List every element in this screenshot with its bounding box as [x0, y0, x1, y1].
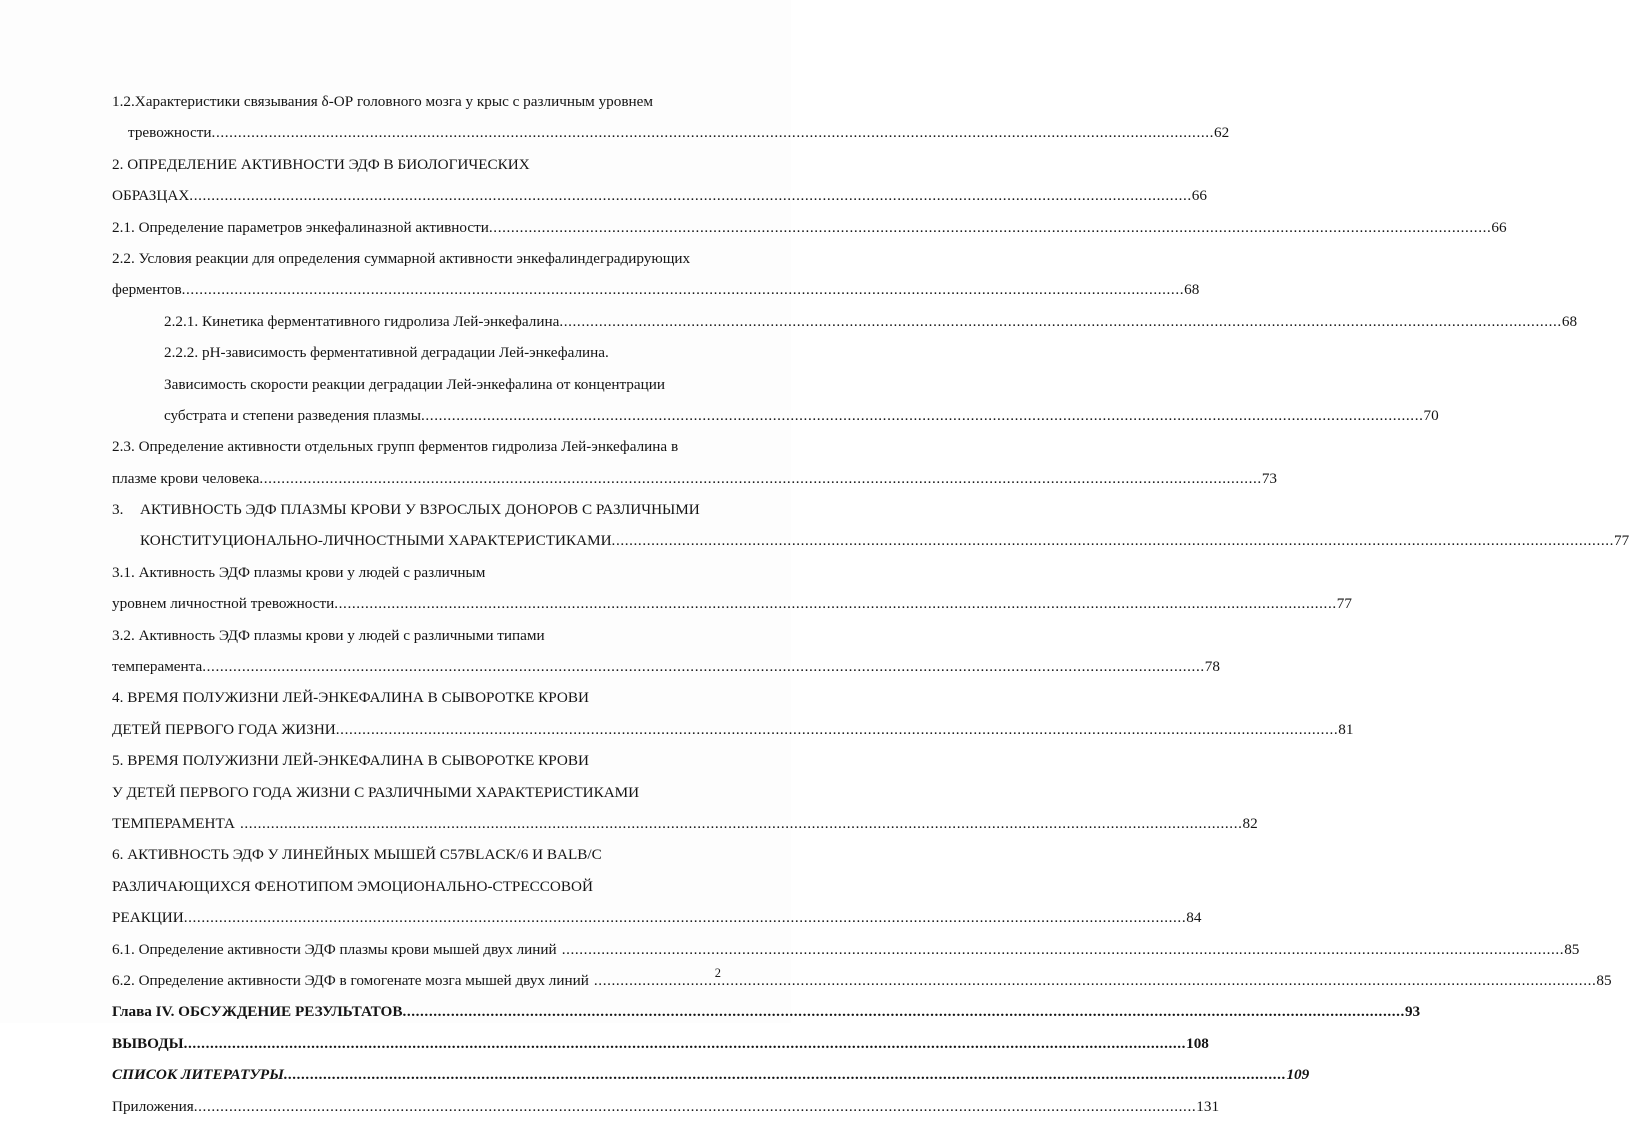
toc-entry[interactable] [112, 620, 724, 651]
toc-entry[interactable] [112, 588, 1352, 619]
toc-entry-page-number: 82 [1242, 814, 1258, 832]
dot-leader [284, 1059, 1287, 1074]
toc-entry[interactable] [112, 996, 1421, 1027]
toc-entry-label: 5. ВРЕМЯ ПОЛУЖИЗНИ ЛЕЙ-ЭНКЕФАЛИНА В СЫВОРОТКЕ КРОВИ [112, 752, 589, 770]
toc-entry[interactable] [112, 463, 1277, 494]
toc-entry-label: 6. АКТИВНОСТЬ ЭДФ У ЛИНЕЙНЫХ МЫШЕЙ C57BLACK/6 И BALB/C [112, 846, 602, 864]
dot-leader [240, 808, 1243, 823]
dot-leader [194, 1091, 1197, 1106]
toc-entry-label: 3.2. Активность ЭДФ плазмы крови у людей с различными типами [112, 626, 545, 644]
toc-entry-page-number: 81 [1338, 720, 1354, 738]
toc-entry[interactable] [112, 902, 1202, 933]
page-number-footer: 2 [714, 966, 721, 980]
toc-entry[interactable] [112, 369, 776, 400]
toc-entry-label: КОНСТИТУЦИОНАЛЬНО-ЛИЧНОСТНЫМИ ХАРАКТЕРИСТИКАМИ [140, 532, 612, 550]
toc-entry-page-number: 68 [1561, 312, 1578, 330]
toc-entry[interactable] [112, 337, 776, 368]
toc-entry-label: 6.1. Определение активности ЭДФ плазмы крови мышей двух линий [112, 940, 557, 958]
toc-entry-label: 2.1. Определение параметров энкефалиназной активности [112, 218, 489, 236]
toc-entry-page-number: 85 [1596, 971, 1612, 989]
toc-entry[interactable] [112, 274, 1200, 305]
toc-entry-label: субстрата и степени разведения плазмы [164, 406, 422, 424]
toc-entry-page-number: 66 [1491, 218, 1507, 236]
toc-entry-label: РЕАКЦИИ [112, 909, 184, 927]
toc-entry-label: Зависимость скорости реакции деградации Лей-энкефалина от концентрации [164, 375, 665, 393]
toc-entry-label: ОБРАЗЦАХ [112, 187, 190, 205]
toc-entry-label: 2.3. Определение активности отдельных групп ферментов гидролиза Лей-энкефалина в [112, 438, 679, 456]
toc-entry-label: 1.2.Характеристики связывания δ-ОР головного мозга у крыс с различным уровнем [112, 93, 654, 110]
toc-entry-label: 2.2.2. pH-зависимость ферментативной деградации Лей-энкефалина. [164, 344, 609, 362]
toc-entry-page-number: 77 [1336, 595, 1352, 613]
toc-entry-label: ВЫВОДЫ [112, 1034, 184, 1052]
dot-leader [562, 934, 1565, 949]
dot-leader [489, 212, 1492, 227]
toc-entry-label: РАЗЛИЧАЮЩИХСЯ ФЕНОТИПОМ ЭМОЦИОНАЛЬНО-СТРЕССОВОЙ [112, 877, 593, 895]
toc-entry-page-number: 77 [1614, 532, 1629, 550]
toc-entry-label: У ДЕТЕЙ ПЕРВОГО ГОДА ЖИЗНИ С РАЗЛИЧНЫМИ ХАРАКТЕРИСТИКАМИ [112, 783, 640, 801]
toc-entry-page-number: 68 [1184, 281, 1200, 299]
toc-entry[interactable] [112, 180, 1207, 211]
toc-entry-label: 4. ВРЕМЯ ПОЛУЖИЗНИ ЛЕЙ-ЭНКЕФАЛИНА В СЫВОРОТКЕ КРОВИ [112, 689, 589, 707]
toc-entry-page-number: 62 [1214, 124, 1230, 142]
toc-entry-label: АКТИВНОСТЬ ЭДФ ПЛАЗМЫ КРОВИ У ВЗРОСЛЫХ ДОНОРОВ С РАЗЛИЧНЫМИ [140, 501, 700, 519]
toc-entry-page-number: 70 [1423, 406, 1439, 424]
dot-leader [402, 996, 1405, 1011]
toc-entry-label: ДЕТЕЙ ПЕРВОГО ГОДА ЖИЗНИ [112, 720, 336, 738]
toc-entry-page-number: 73 [1261, 469, 1277, 487]
toc-entry-label: 3.1. Активность ЭДФ плазмы крови у людей с различным [112, 563, 486, 581]
toc-entry[interactable] [112, 306, 1578, 337]
toc-entry[interactable] [112, 557, 724, 588]
toc-entry-label: 2.2. Условия реакции для определения суммарной активности энкефалиндеградирующих [112, 249, 691, 267]
toc-entry[interactable] [112, 745, 724, 776]
toc-entry[interactable] [112, 431, 724, 462]
toc-entry-page-number: 109 [1286, 1066, 1310, 1084]
toc-entry-page-number: 66 [1191, 187, 1207, 205]
toc-entry-label: ТЕМПЕРАМЕНТА [112, 814, 236, 832]
toc-entry-page-number: 84 [1186, 909, 1202, 927]
toc-entry[interactable] [112, 86, 724, 117]
dot-leader [212, 117, 1215, 132]
toc-entry-label: Глава IV. ОБСУЖДЕНИЕ РЕЗУЛЬТАТОВ [112, 1003, 403, 1021]
toc-entry[interactable] [112, 871, 724, 902]
dot-leader [612, 525, 1615, 540]
toc-entry[interactable] [112, 1091, 1220, 1122]
toc-entry[interactable] [112, 400, 1439, 431]
toc-entry-page-number: 85 [1564, 940, 1580, 958]
toc-entry-label: плазме крови человека [112, 469, 260, 487]
dot-leader [184, 1028, 1187, 1043]
table-of-contents [112, 86, 1629, 1122]
toc-entry-page-number: 108 [1186, 1034, 1209, 1052]
toc-entry-number: 3. [112, 501, 124, 519]
toc-entry-label: 2. ОПРЕДЕЛЕНИЕ АКТИВНОСТИ ЭДФ В БИОЛОГИЧЕСКИХ [112, 155, 530, 173]
toc-entry[interactable] [112, 149, 724, 180]
toc-entry[interactable] [112, 117, 1230, 148]
toc-entry-label: тревожности [128, 124, 212, 142]
toc-entry[interactable] [112, 682, 724, 713]
dot-leader [184, 902, 1187, 917]
dot-leader [259, 463, 1262, 478]
dot-leader [334, 588, 1337, 603]
toc-entry[interactable] [112, 808, 1258, 839]
toc-entry[interactable] [112, 1028, 1209, 1059]
dot-leader [594, 965, 1597, 980]
toc-entry-page-number: 78 [1204, 658, 1220, 676]
toc-entry-label: ферментов [112, 281, 182, 299]
toc-entry[interactable] [112, 777, 724, 808]
toc-entry[interactable] [112, 965, 1612, 996]
dot-leader [336, 714, 1339, 729]
dot-leader [421, 400, 1424, 415]
toc-entry[interactable] [112, 243, 724, 274]
dot-leader [182, 274, 1185, 289]
toc-entry-label: СПИСОК ЛИТЕРАТУРЫ [112, 1066, 284, 1084]
toc-entry[interactable] [112, 494, 724, 525]
toc-entry-label: 6.2. Определение активности ЭДФ в гомогенате мозга мышей двух линий [112, 971, 589, 989]
toc-entry-label: уровнем личностной тревожности [112, 595, 335, 613]
toc-entry[interactable] [112, 839, 724, 870]
toc-entry[interactable] [112, 525, 1629, 556]
toc-entry-label: Приложения [112, 1097, 194, 1115]
toc-entry[interactable] [112, 1059, 1310, 1090]
toc-entry-label: 2.2.1. Кинетика ферментативного гидролиза Лей-энкефалина [164, 312, 560, 330]
toc-entry[interactable] [112, 714, 1354, 745]
toc-entry-page-number: 131 [1196, 1097, 1220, 1115]
toc-entry[interactable] [112, 651, 1220, 682]
toc-entry-page-number: 93 [1404, 1003, 1421, 1021]
dot-leader [202, 651, 1205, 666]
toc-entry[interactable] [112, 934, 1580, 965]
dot-leader [559, 306, 1562, 321]
toc-entry[interactable] [112, 212, 1507, 243]
toc-entry-label: темперамента [112, 658, 203, 676]
dot-leader [189, 180, 1192, 195]
